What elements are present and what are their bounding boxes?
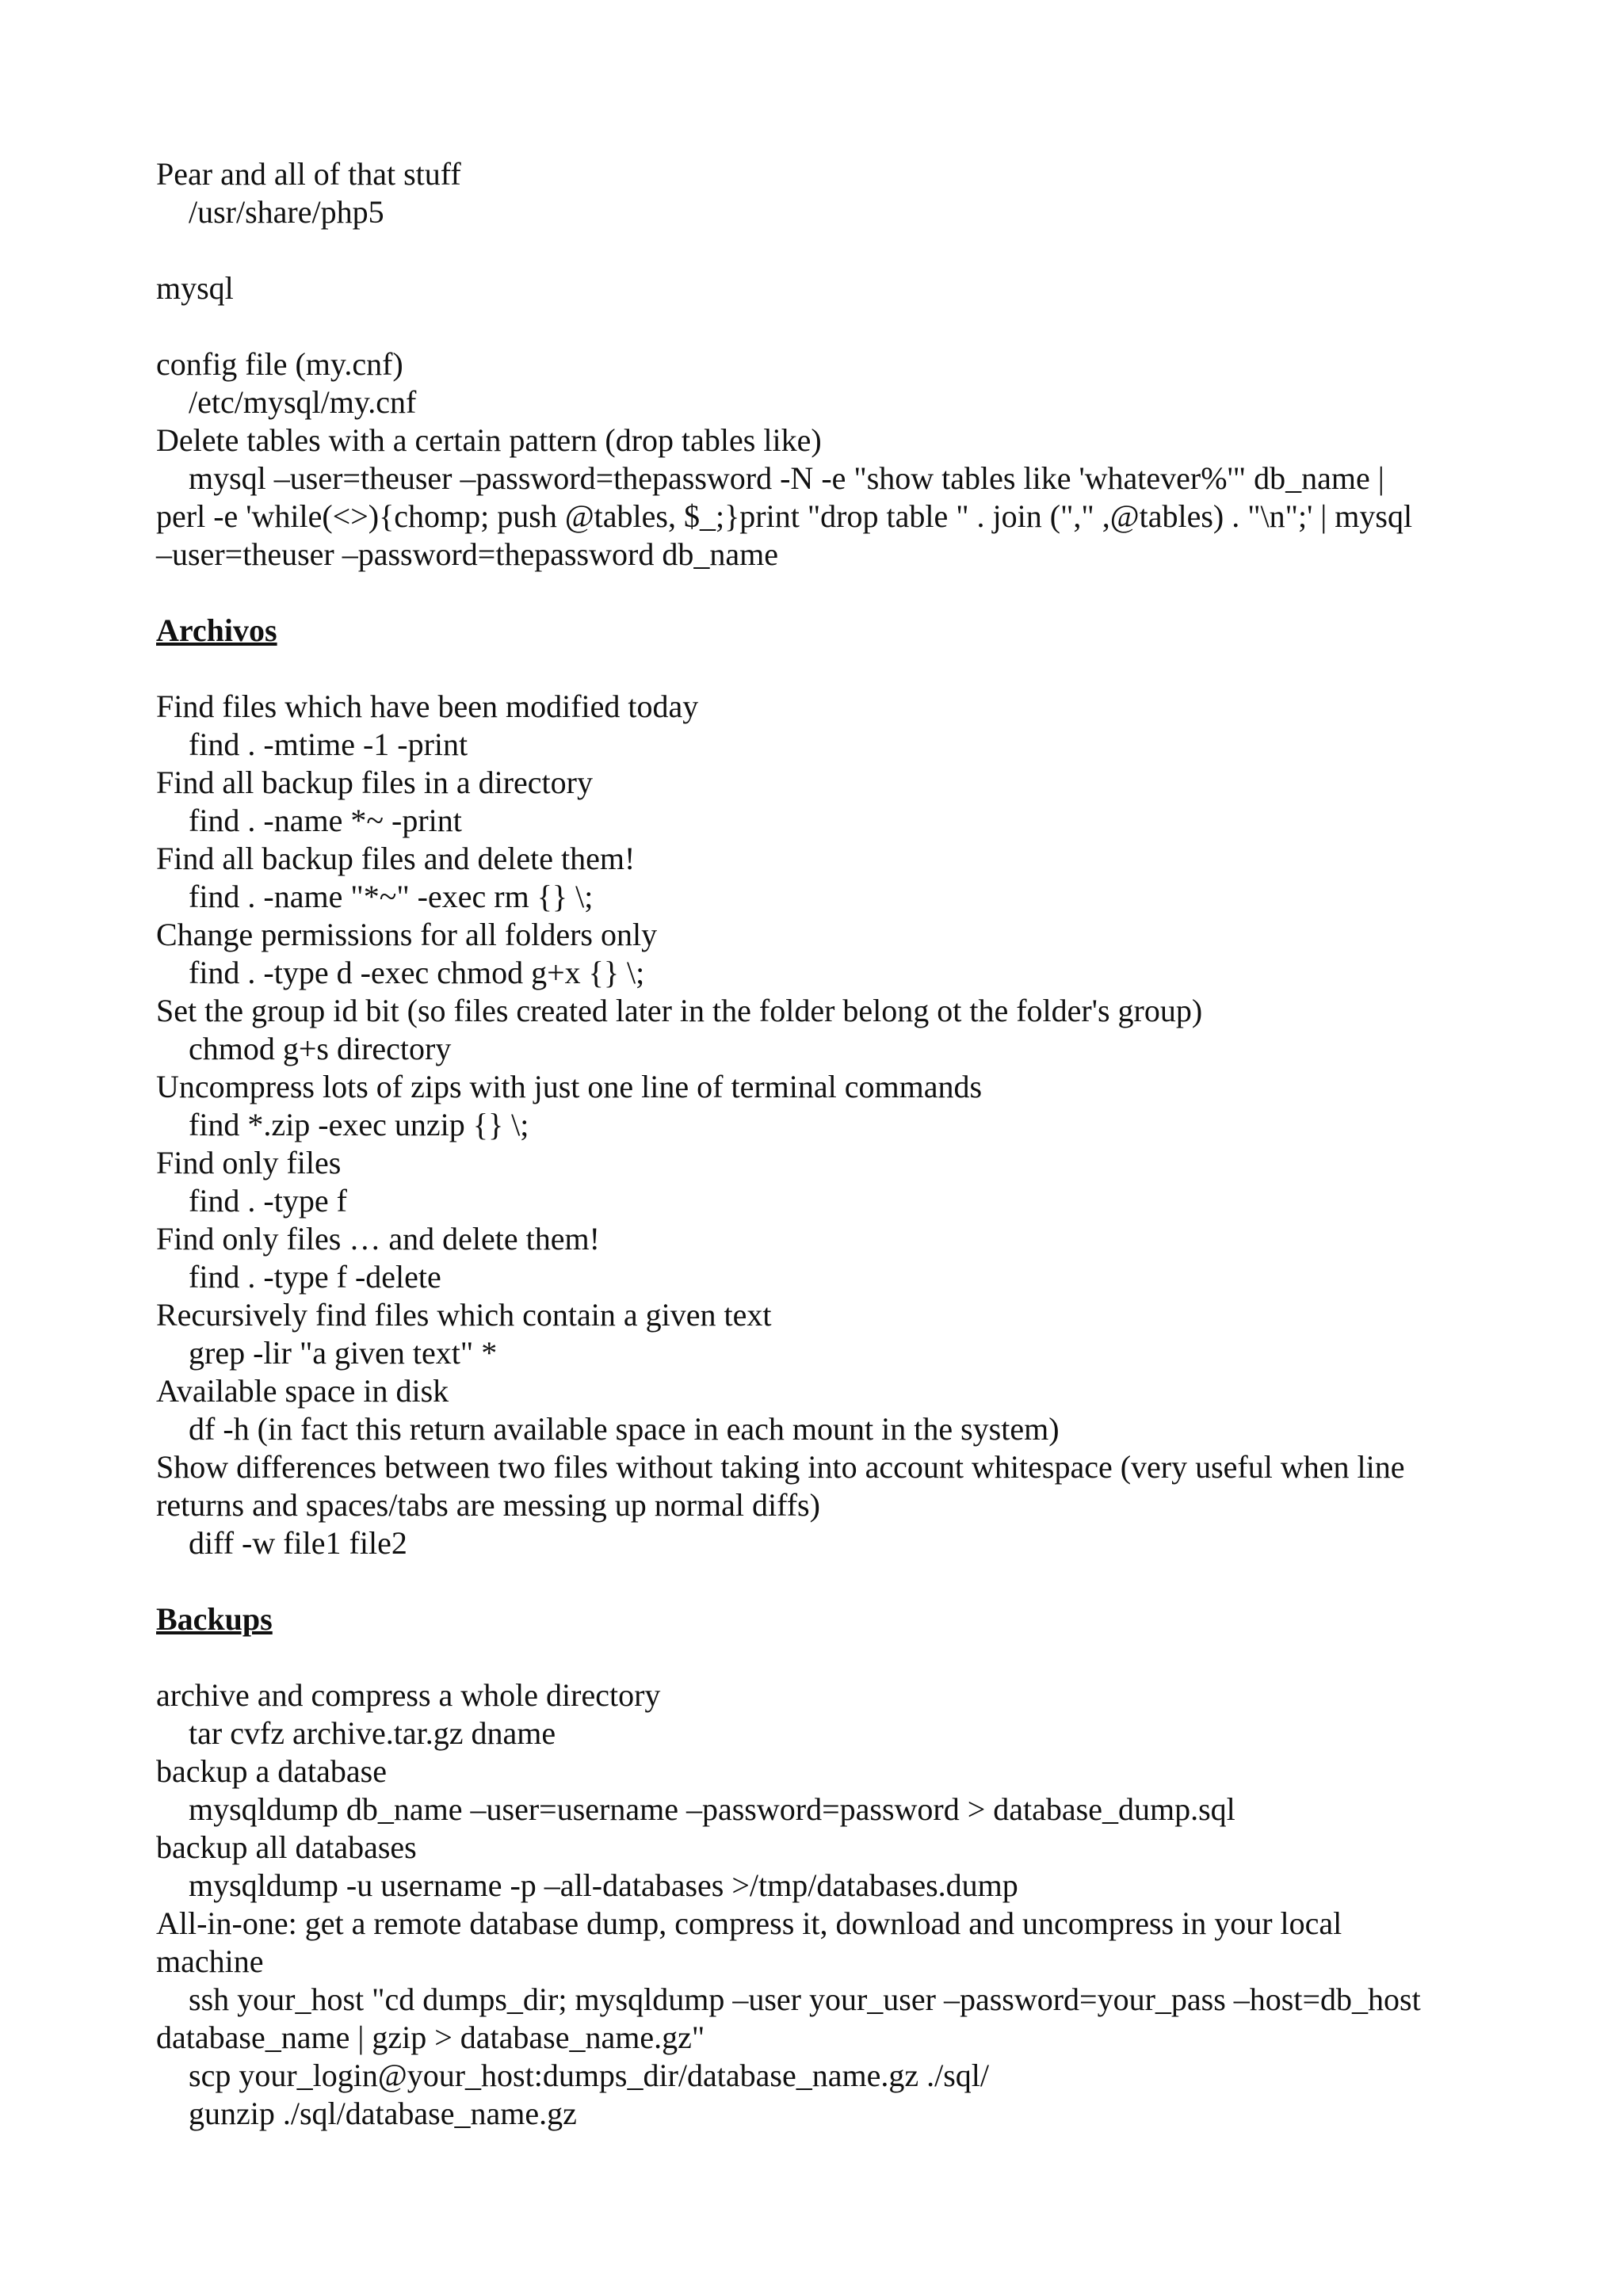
- backups-item-cmd: mysqldump -u username -p –all-databases >/tmp/databases.dump: [189, 1867, 1018, 1903]
- backups-item-desc: backup a database: [156, 1753, 387, 1789]
- archivos-item-cmd: find . -name *~ -print: [189, 803, 462, 838]
- archivos-heading: Archivos: [156, 612, 277, 648]
- archivos-item-cmd: grep -lir "a given text" *: [189, 1335, 498, 1371]
- archivos-item-desc: Find only files: [156, 1145, 342, 1180]
- archivos-item-desc: Find all backup files and delete them!: [156, 841, 636, 876]
- archivos-diff-cmd: diff -w file1 file2: [189, 1525, 407, 1561]
- mysql-config-title: config file (my.cnf): [156, 346, 403, 382]
- backups-remote-scp-cmd: scp your_login@your_host:dumps_dir/database_name.gz ./sql/: [189, 2058, 990, 2093]
- backups-remote-ssh-cmd: ssh your_host "cd dumps_dir; mysqldump –user your_user –password=your_pass –host=db_host: [189, 1981, 1421, 2017]
- archivos-item-desc: Uncompress lots of zips with just one line of terminal commands: [156, 1069, 983, 1104]
- document-page: [156, 155, 1487, 2133]
- archivos-diff-desc: Show differences between two files without taking into account whitespace (very useful when line: [156, 1449, 1405, 1485]
- archivos-item-desc: Find only files … and delete them!: [156, 1221, 600, 1257]
- backups-remote-ssh-cmd-cont: database_name | gzip > database_name.gz": [156, 2019, 705, 2055]
- archivos-item-desc: Recursively find files which contain a given text: [156, 1297, 772, 1333]
- spacer: [156, 650, 1487, 688]
- mysql-drop-title: Delete tables with a certain pattern (drop tables like): [156, 422, 822, 458]
- archivos-item-desc: Find all backup files in a directory: [156, 765, 593, 800]
- pear-title: Pear and all of that stuff: [156, 156, 461, 192]
- archivos-item-desc: Available space in disk: [156, 1373, 449, 1409]
- backups-remote-desc-cont: machine: [156, 1943, 264, 1979]
- archivos-item-desc: Change permissions for all folders only: [156, 917, 658, 952]
- archivos-item-desc: Set the group id bit (so files created later in the folder belong ot the folder's group): [156, 993, 1203, 1028]
- pear-path: /usr/share/php5: [189, 194, 384, 230]
- archivos-item-cmd: find . -type f -delete: [189, 1259, 441, 1295]
- backups-remote-desc: All-in-one: get a remote database dump, compress it, download and uncompress in your local: [156, 1905, 1342, 1941]
- archivos-item-cmd: find *.zip -exec unzip {} \;: [189, 1107, 529, 1142]
- archivos-item-cmd: find . -type f: [189, 1183, 347, 1219]
- spacer: [156, 307, 1487, 345]
- spacer: [156, 1638, 1487, 1676]
- mysql-drop-command-cont: –user=theuser –password=thepassword db_name: [156, 536, 778, 572]
- backups-remote-gunzip-cmd: gunzip ./sql/database_name.gz: [189, 2096, 577, 2131]
- archivos-item-cmd: find . -name "*~" -exec rm {} \;: [189, 879, 594, 914]
- archivos-item-desc: Find files which have been modified today: [156, 688, 699, 724]
- archivos-item-cmd: find . -type d -exec chmod g+x {} \;: [189, 955, 645, 990]
- spacer: [156, 231, 1487, 269]
- archivos-item-cmd: find . -mtime -1 -print: [189, 727, 468, 762]
- backups-item-desc: archive and compress a whole directory: [156, 1677, 661, 1713]
- mysql-drop-command: mysql –user=theuser –password=thepassword -N -e "show tables like 'whatever%'" db_name |: [189, 460, 1384, 496]
- backups-item-cmd: mysqldump db_name –user=username –password=password > database_dump.sql: [189, 1791, 1235, 1827]
- archivos-item-cmd: df -h (in fact this return available space in each mount in the system): [189, 1411, 1060, 1447]
- mysql-title: mysql: [156, 270, 234, 306]
- archivos-diff-desc-cont: returns and spaces/tabs are messing up normal diffs): [156, 1487, 820, 1523]
- backups-item-cmd: tar cvfz archive.tar.gz dname: [189, 1715, 556, 1751]
- archivos-item-cmd: chmod g+s directory: [189, 1031, 452, 1066]
- backups-heading: Backups: [156, 1601, 273, 1637]
- backups-item-desc: backup all databases: [156, 1829, 417, 1865]
- spacer: [156, 1562, 1487, 1600]
- mysql-config-path: /etc/mysql/my.cnf: [189, 384, 417, 420]
- spacer: [156, 574, 1487, 612]
- mysql-drop-command-cont: perl -e 'while(<>){chomp; push @tables, $_;}print "drop table " . join ("," ,@tables) . "\n";' | mysql: [156, 498, 1413, 534]
